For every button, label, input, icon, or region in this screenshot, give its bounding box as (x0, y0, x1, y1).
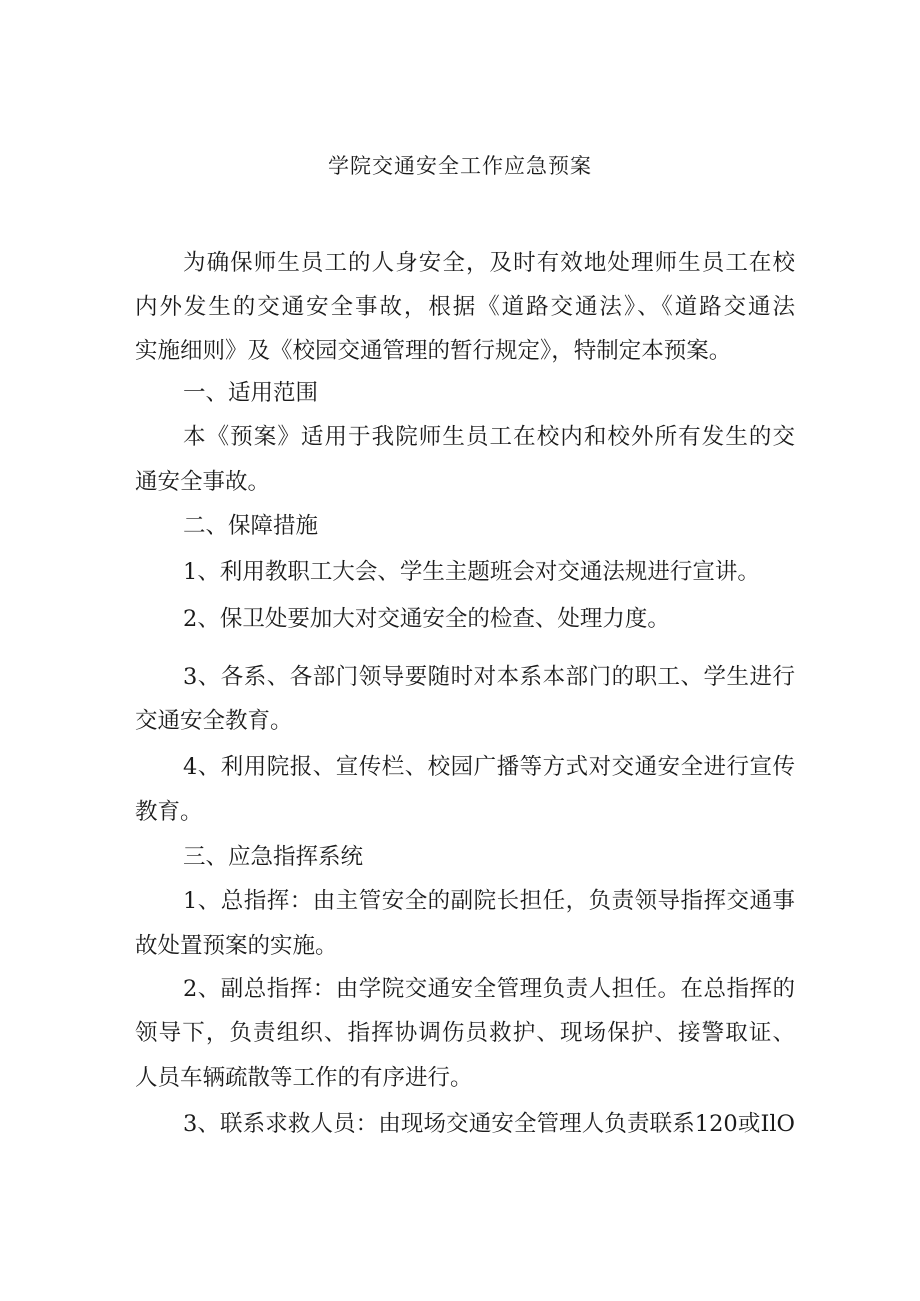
section-heading-command: 三、应急指挥系统 (183, 844, 364, 870)
command-item-1-line-1: 1、总指挥：由主管安全的副院长担任，负责领导指挥交通事 (183, 888, 795, 914)
section-heading-measures: 二、保障措施 (183, 513, 319, 539)
measure-item-4-line-2: 教育。 (135, 799, 203, 825)
measure-item-3-line-1: 3、各系、各部门领导要随时对本系本部门的职工、学生进行 (183, 664, 795, 690)
command-item-1-line-2: 故处置预案的实施。 (135, 933, 338, 959)
intro-line-3: 实施细则》及《校园交通管理的暂行规定》，特制定本预案。 (135, 338, 732, 364)
measure-item-3-line-2: 交通安全教育。 (135, 708, 293, 734)
scope-line-2: 通安全事故。 (135, 469, 271, 495)
intro-line-2: 内外发生的交通安全事故，根据《道路交通法》、《道路交通法 (135, 294, 795, 320)
measure-item-1: 1、利用教职工大会、学生主题班会对交通法规进行宣讲。 (183, 559, 760, 585)
command-item-2-line-3: 人员车辆疏散等工作的有序进行。 (135, 1065, 473, 1091)
section-heading-scope: 一、适用范围 (183, 380, 319, 406)
measure-item-2: 2、保卫处要加大对交通安全的检查、处理力度。 (183, 606, 670, 632)
command-item-2-line-1: 2、副总指挥：由学院交通安全管理负责人担任。在总指挥的 (183, 976, 795, 1002)
command-item-3-line-1: 3、联系求救人员：由现场交通安全管理人负责联系120或IlO (183, 1111, 795, 1137)
page-title: 学院交通安全工作应急预案 (328, 154, 592, 178)
intro-line-1: 为确保师生员工的人身安全，及时有效地处理师生员工在校 (183, 250, 795, 276)
command-item-2-line-2: 领导下，负责组织、指挥协调伤员救护、现场保护、接警取证、 (135, 1020, 795, 1046)
scope-line-1: 本《预案》适用于我院师生员工在校内和校外所有发生的交 (183, 424, 795, 450)
measure-item-4-line-1: 4、利用院报、宣传栏、校园广播等方式对交通安全进行宣传 (183, 754, 795, 780)
